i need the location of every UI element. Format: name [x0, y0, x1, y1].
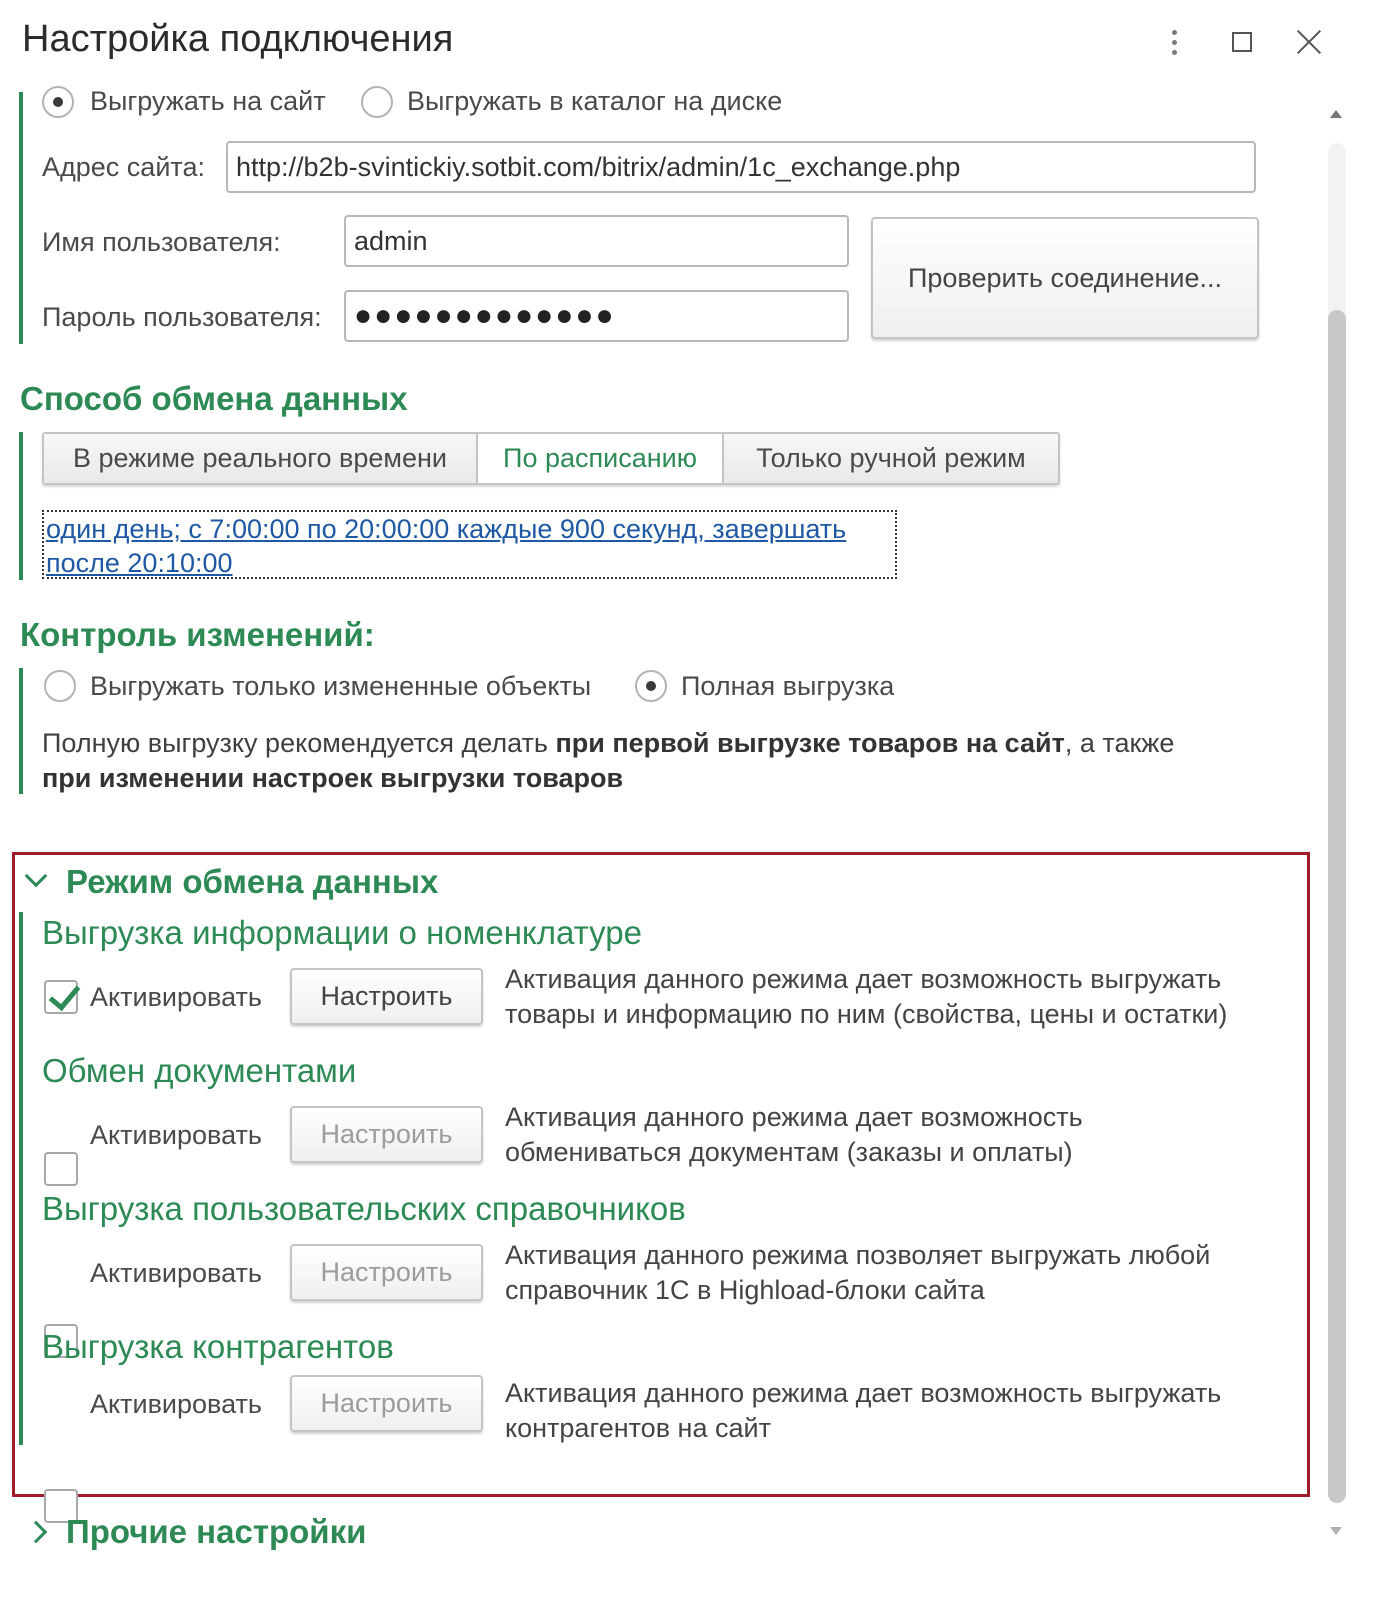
scroll-up-arrow-icon[interactable]	[1330, 110, 1342, 118]
radio-upload-to-disk-label: Выгружать в каталог на диске	[407, 86, 783, 116]
chevron-down-icon[interactable]	[28, 868, 44, 884]
group-bar-exchange-method	[19, 432, 23, 580]
username-input[interactable]: admin	[344, 215, 849, 267]
note-bold-first-upload: при первой выгрузке товаров на сайт	[555, 728, 1065, 758]
activate-documents-checkbox[interactable]	[44, 1152, 78, 1186]
activate-nomenclature-checkbox[interactable]	[44, 980, 78, 1014]
configure-documents-button[interactable]: Настроить	[290, 1106, 483, 1163]
radio-full-upload[interactable]	[635, 670, 667, 702]
maximize-icon[interactable]	[1220, 20, 1264, 64]
mode-description-counterparties: Активация данного режима дает возможность выгружать контрагентов на сайт	[505, 1378, 1222, 1443]
group-bar-exchange-mode	[19, 912, 23, 1445]
radio-upload-to-site-label: Выгружать на сайт	[90, 86, 326, 116]
exchange-mode-heading[interactable]: Режим обмена данных	[66, 863, 439, 900]
group-bar-connection	[19, 92, 23, 344]
activate-nomenclature-label: Активировать	[90, 982, 262, 1012]
schedule-link-line1: один день; с 7:00:00 по 20:00:00 каждые 900 секунд, завершать	[46, 514, 847, 544]
password-input[interactable]: ●●●●●●●●●●●●●	[344, 290, 849, 342]
scroll-down-arrow-icon[interactable]	[1330, 1527, 1342, 1535]
exchange-method-selector	[42, 432, 1060, 485]
mode-title-nomenclature: Выгрузка информации о номенклатуре	[42, 914, 642, 951]
mode-title-documents: Обмен документами	[42, 1052, 357, 1089]
radio-full-upload-label: Полная выгрузка	[681, 671, 895, 701]
mode-title-custom-catalogs: Выгрузка пользовательских справочников	[42, 1190, 686, 1227]
radio-changed-only-label: Выгружать только измененные объекты	[90, 671, 592, 701]
configure-counterparties-button[interactable]: Настроить	[290, 1375, 483, 1432]
exchange-method-heading: Способ обмена данных	[20, 380, 408, 417]
radio-upload-to-site[interactable]	[42, 86, 74, 118]
other-settings-heading[interactable]: Прочие настройки	[66, 1513, 367, 1550]
site-address-label: Адрес сайта:	[42, 152, 205, 182]
radio-changed-only[interactable]	[44, 670, 76, 702]
configure-custom-catalogs-button[interactable]: Настроить	[290, 1244, 483, 1301]
tab-manual-only[interactable]: Только ручной режим	[724, 434, 1058, 483]
check-connection-button[interactable]: Проверить соединение...	[871, 217, 1259, 339]
full-upload-note: Полную выгрузку рекомендуется делать при первой выгрузке товаров на сайт, а также при изменении настроек выгрузки товаров	[42, 728, 1175, 793]
password-label: Пароль пользователя:	[42, 302, 322, 332]
group-bar-change-control	[19, 668, 23, 794]
change-control-heading: Контроль изменений:	[20, 616, 375, 653]
radio-upload-to-disk[interactable]	[361, 86, 393, 118]
activate-documents-label: Активировать	[90, 1120, 262, 1150]
mode-description-nomenclature: Активация данного режима дает возможность выгружать товары и информацию по ним (свойства, цены и остатки)	[505, 964, 1228, 1029]
mode-description-custom-catalogs: Активация данного режима позволяет выгружать любой справочник 1С в Highload-блоки сайта	[505, 1240, 1211, 1305]
kebab-vertical-icon[interactable]	[1152, 20, 1196, 64]
activate-counterparties-label: Активировать	[90, 1389, 262, 1419]
tab-schedule[interactable]: По расписанию	[478, 434, 724, 483]
schedule-link[interactable]	[42, 510, 897, 579]
schedule-link-line2: после 20:10:00	[46, 548, 233, 578]
chevron-right-icon[interactable]	[28, 1524, 44, 1540]
username-label: Имя пользователя:	[42, 227, 281, 257]
site-address-input[interactable]: http://b2b-svintickiy.sotbit.com/bitrix/admin/1c_exchange.php	[226, 141, 1256, 193]
mode-title-counterparties: Выгрузка контрагентов	[42, 1328, 394, 1365]
mode-description-documents: Активация данного режима дает возможность обмениваться документам (заказы и оплаты)	[505, 1102, 1083, 1167]
note-bold-settings-change: при изменении настроек выгрузки товаров	[42, 763, 624, 793]
tab-realtime[interactable]: В режиме реального времени	[44, 434, 478, 483]
close-icon[interactable]	[1287, 20, 1331, 64]
window-title: Настройка подключения	[22, 18, 454, 60]
activate-custom-catalogs-label: Активировать	[90, 1258, 262, 1288]
scrollbar-thumb[interactable]	[1328, 310, 1346, 1503]
configure-nomenclature-button[interactable]: Настроить	[290, 968, 483, 1025]
